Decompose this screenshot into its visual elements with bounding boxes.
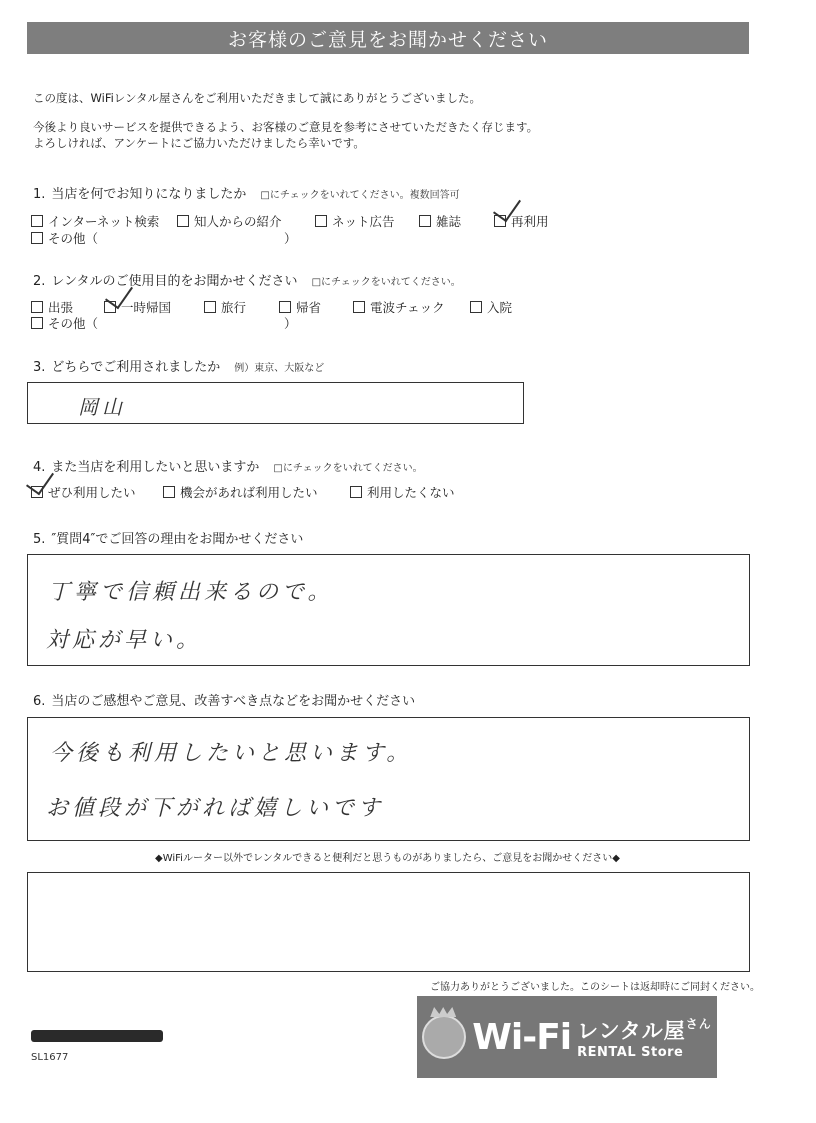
q1-option-magazine[interactable] xyxy=(419,212,461,230)
q3-answer-box[interactable] xyxy=(27,382,524,424)
q1-option-other[interactable] xyxy=(31,229,98,247)
q1-option-referral[interactable] xyxy=(177,212,282,230)
q1-heading xyxy=(33,183,460,202)
q3-heading xyxy=(33,356,324,375)
q2-note: □にチェックをいれてください。 xyxy=(311,277,461,288)
logo-jp-main: レンタル屋 xyxy=(577,1018,686,1043)
q6-heading xyxy=(33,690,415,709)
q1-number: 1. xyxy=(33,187,46,202)
checkbox-icon xyxy=(31,215,43,227)
logo-jp-text xyxy=(577,1015,712,1045)
q4-text: また当店を利用したいと思いますか xyxy=(51,460,260,475)
q2-other-close: ） xyxy=(284,316,297,331)
q1-option-label: ネット広告 xyxy=(332,214,395,229)
q2-other-label: その他（ xyxy=(48,316,99,331)
q6-number: 6. xyxy=(33,694,46,709)
q6-answer-box[interactable] xyxy=(27,717,750,841)
q5-text: ″質問4″でご回答の理由をお聞かせください xyxy=(51,532,304,547)
intro-line-2: 今後より良いサービスを提供できるよう、お客様のご意見を参考にさせていただきたく存じます。 xyxy=(33,120,539,134)
q4-option-label: 利用したくない xyxy=(367,485,455,500)
checkbox-icon xyxy=(31,301,43,313)
q1-other-close: ） xyxy=(284,231,297,246)
q2-option-other[interactable] xyxy=(31,314,98,332)
q1-text: 当店を何でお知りになりましたか xyxy=(51,187,247,202)
q1-note: □にチェックをいれてください。複数回答可 xyxy=(260,190,460,201)
checkbox-icon xyxy=(470,301,482,313)
q1-option-label: 再利用 xyxy=(511,214,549,229)
intro-line-1: この度は、WiFiレンタル屋さんをご利用いただきまして誠にありがとうございました。 xyxy=(33,91,482,105)
logo-jp-suffix: さん xyxy=(685,1016,712,1031)
q2-text: レンタルのご使用目的をお聞かせください xyxy=(51,274,298,289)
q2-option-label: 一時帰国 xyxy=(121,300,172,315)
wifi-rental-logo xyxy=(417,996,717,1078)
checkbox-icon xyxy=(350,486,362,498)
q7-heading: ◆WiFiルーター以外でレンタルできると便利だと思うものがありましたら、ご意見をお聞かせください◆ xyxy=(155,853,620,864)
q2-option-label: 帰省 xyxy=(296,300,322,315)
q3-answer-text: 岡山 xyxy=(78,395,126,419)
q2-option-travel[interactable] xyxy=(204,298,246,316)
mascot-icon xyxy=(422,1015,466,1059)
checkbox-icon xyxy=(163,486,175,498)
q1-option-search[interactable] xyxy=(31,212,159,230)
q4-option-label: ぜひ利用したい xyxy=(48,485,136,500)
checkbox-icon xyxy=(31,232,43,244)
q3-number: 3. xyxy=(33,360,46,375)
q2-option-label: 電波チェック xyxy=(370,300,445,315)
logo-en-text: RENTAL Store xyxy=(577,1044,684,1060)
q5-number: 5. xyxy=(33,532,46,547)
q1-option-label: 知人からの紹介 xyxy=(194,214,282,229)
footer-thanks: ご協力ありがとうございました。このシートは返却時にご同封ください。 xyxy=(430,982,760,993)
checkbox-icon xyxy=(353,301,365,313)
q1-option-net-ad[interactable] xyxy=(315,212,395,230)
q6-answer-line-2: お値段が下がれば嬉しいです xyxy=(46,796,385,821)
q6-text: 当店のご感想やご意見、改善すべき点などをお聞かせください xyxy=(51,694,416,709)
q1-other-label: その他（ xyxy=(48,231,99,246)
logo-wifi-text: Wi-Fi xyxy=(472,1016,572,1058)
q3-text: どちらでご利用されましたか xyxy=(51,360,221,375)
redacted-barcode xyxy=(31,1030,163,1042)
q2-option-hospital[interactable] xyxy=(470,298,512,316)
checkbox-icon xyxy=(31,317,43,329)
q5-answer-box[interactable] xyxy=(27,554,750,666)
checkbox-icon xyxy=(419,215,431,227)
q2-option-label: 旅行 xyxy=(221,300,247,315)
q5-answer-line-1: 丁寧で信頼出来るので。 xyxy=(48,580,334,605)
checkbox-icon xyxy=(315,215,327,227)
intro-line-3: よろしければ、アンケートにご協力いただけましたら幸いです。 xyxy=(33,136,365,150)
checkbox-icon xyxy=(177,215,189,227)
q5-answer-line-2: 対応が早い。 xyxy=(46,628,203,653)
q2-option-label: 出張 xyxy=(48,300,74,315)
q4-option-maybe[interactable] xyxy=(163,483,318,501)
checkbox-icon xyxy=(204,301,216,313)
q1-option-label: インターネット検索 xyxy=(48,214,160,229)
form-code: SL1677 xyxy=(31,1052,69,1063)
q2-number: 2. xyxy=(33,274,46,289)
q1-option-label: 雑誌 xyxy=(436,214,462,229)
q2-option-signal-check[interactable] xyxy=(353,298,445,316)
q4-note: □にチェックをいれてください。 xyxy=(273,463,423,474)
q6-answer-line-1: 今後も利用したいと思います。 xyxy=(50,741,413,766)
q2-option-label: 入院 xyxy=(487,300,513,315)
checkbox-icon xyxy=(279,301,291,313)
q4-option-label: 機会があれば利用したい xyxy=(180,485,318,500)
q4-number: 4. xyxy=(33,460,46,475)
q4-option-no[interactable] xyxy=(350,483,455,501)
q4-option-definitely[interactable] xyxy=(31,483,136,501)
q3-note: 例）東京、大阪など xyxy=(234,363,325,374)
q4-heading xyxy=(33,456,423,475)
q5-heading xyxy=(33,528,303,547)
logo-text-group xyxy=(577,1015,712,1060)
survey-title: お客様のご意見をお聞かせください xyxy=(27,22,749,54)
q7-answer-box[interactable] xyxy=(27,872,750,972)
q2-heading xyxy=(33,270,461,289)
